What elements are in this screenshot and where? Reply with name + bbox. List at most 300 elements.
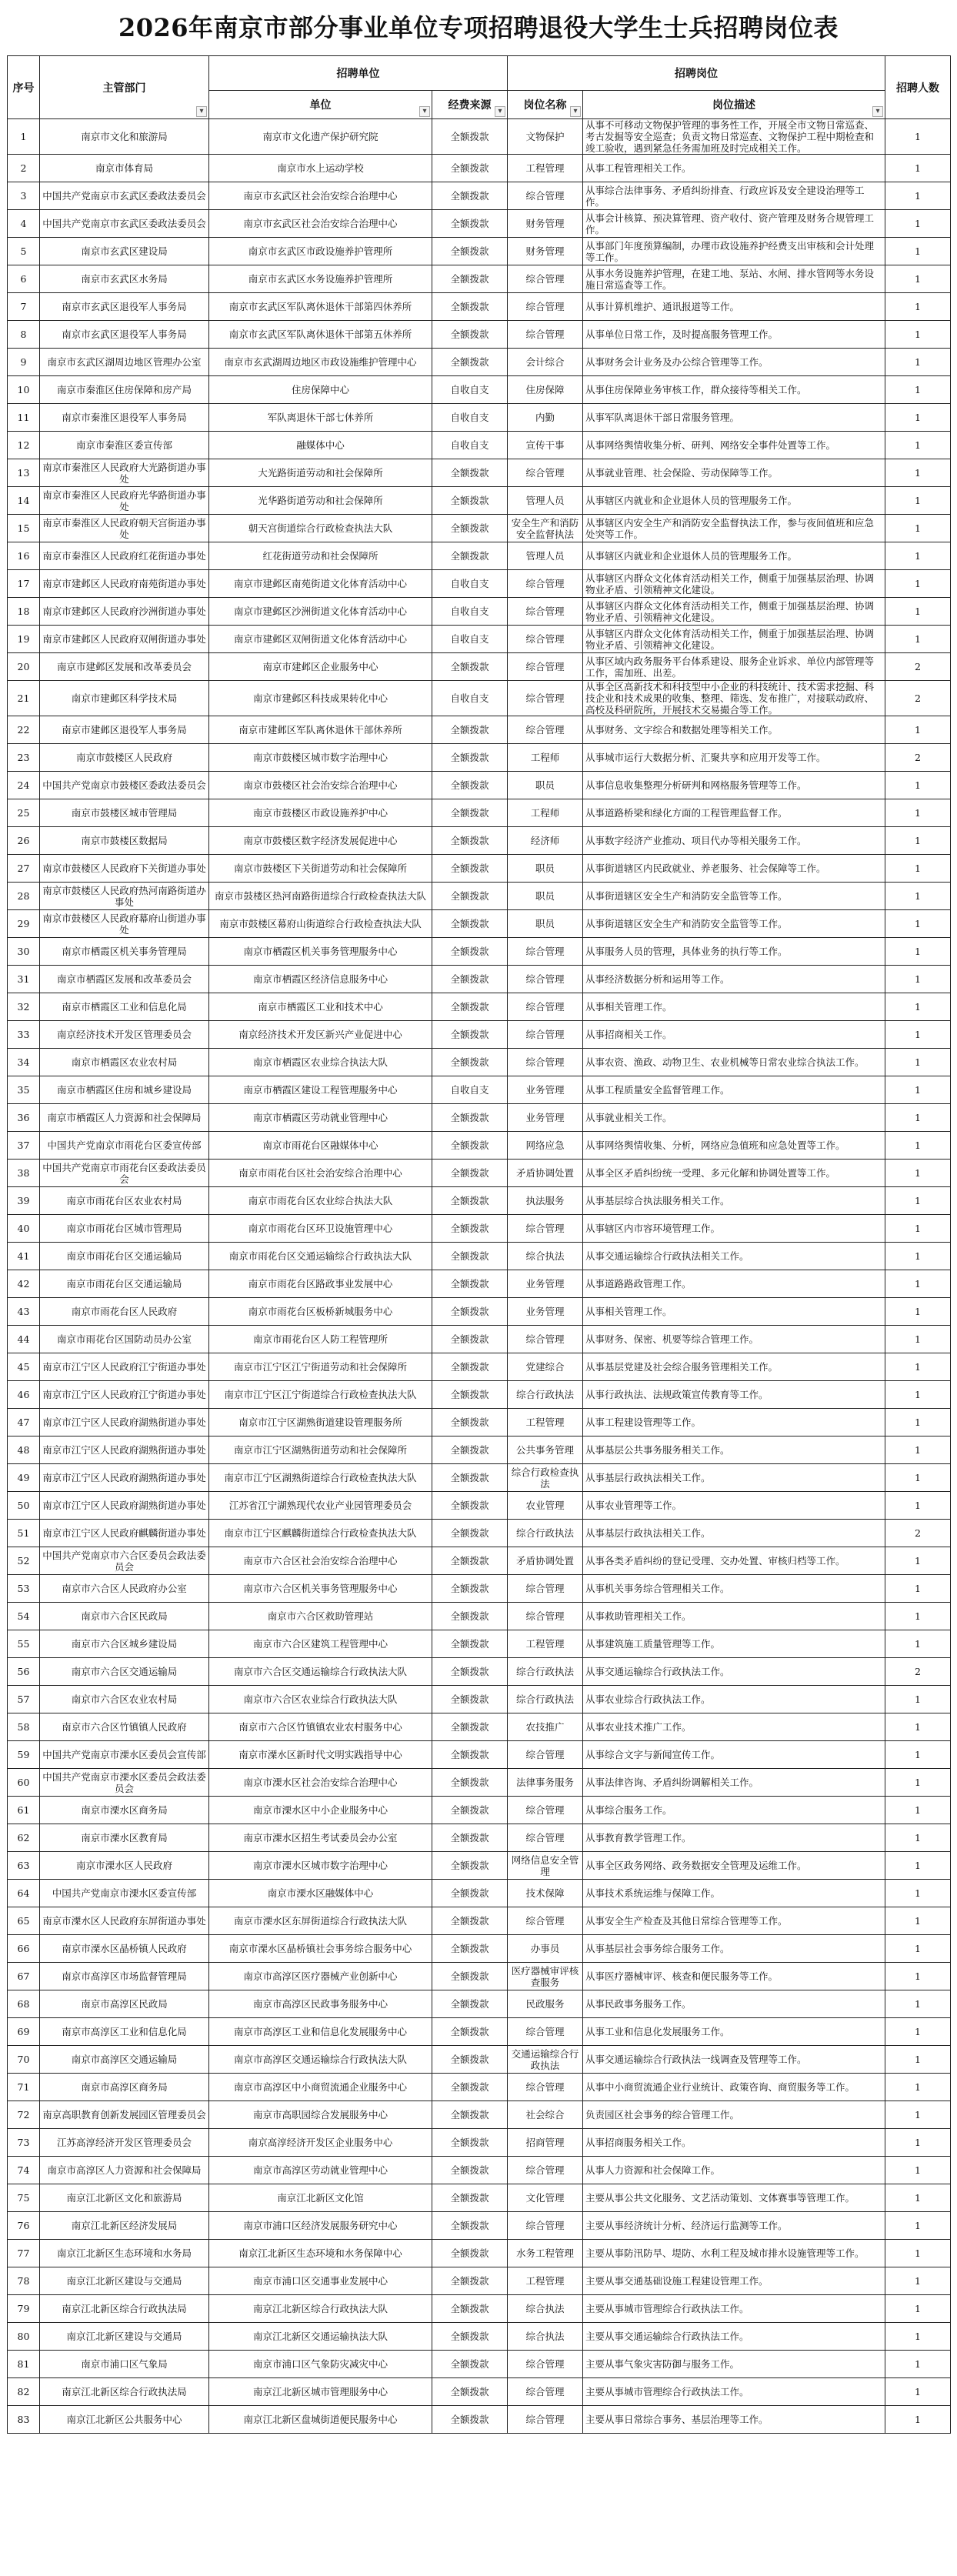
cell-seq[interactable]: 75: [8, 2184, 40, 2212]
cell-funding[interactable]: 全额拨款: [432, 938, 508, 966]
cell-dept[interactable]: 南京市栖霞区人力资源和社会保障局: [40, 1104, 209, 1132]
cell-position[interactable]: 招商管理: [508, 2129, 583, 2157]
cell-description[interactable]: 从事法律咨询、矛盾纠纷调解相关工作。: [583, 1769, 885, 1797]
cell-unit[interactable]: 南京市鼓楼区下关街道劳动和社会保障所: [209, 855, 432, 883]
cell-position[interactable]: 综合行政执法: [508, 1686, 583, 1713]
cell-count[interactable]: 1: [885, 1686, 951, 1713]
cell-seq[interactable]: 66: [8, 1935, 40, 1963]
cell-dept[interactable]: 中国共产党南京市溧水区委宣传部: [40, 1880, 209, 1907]
cell-funding[interactable]: 全额拨款: [432, 2074, 508, 2101]
cell-description[interactable]: 从事就业管理、社会保险、劳动保障等工作。: [583, 459, 885, 487]
cell-description[interactable]: 从事财务、文字综合和数据处理等相关工作。: [583, 716, 885, 744]
cell-dept[interactable]: 南京市六合区竹镇镇人民政府: [40, 1713, 209, 1741]
cell-count[interactable]: 1: [885, 1769, 951, 1797]
cell-count[interactable]: 1: [885, 855, 951, 883]
cell-funding[interactable]: 全额拨款: [432, 827, 508, 855]
cell-seq[interactable]: 47: [8, 1409, 40, 1436]
cell-funding[interactable]: 全额拨款: [432, 1381, 508, 1409]
cell-funding[interactable]: 自收自支: [432, 681, 508, 716]
cell-unit[interactable]: 南京市栖霞区工业和技术中心: [209, 993, 432, 1021]
cell-funding[interactable]: 全额拨款: [432, 542, 508, 570]
cell-funding[interactable]: 全额拨款: [432, 2240, 508, 2267]
cell-description[interactable]: 从事全区矛盾纠纷统一受理、多元化解和协调处置等工作。: [583, 1160, 885, 1187]
cell-unit[interactable]: 南京市浦口区交通事业发展中心: [209, 2267, 432, 2295]
cell-funding[interactable]: 全额拨款: [432, 1824, 508, 1852]
cell-funding[interactable]: 全额拨款: [432, 2157, 508, 2184]
cell-dept[interactable]: 南京市栖霞区住房和城乡建设局: [40, 1076, 209, 1104]
cell-dept[interactable]: 江苏高淳经济开发区管理委员会: [40, 2129, 209, 2157]
cell-funding[interactable]: 全额拨款: [432, 2323, 508, 2351]
cell-seq[interactable]: 36: [8, 1104, 40, 1132]
cell-funding[interactable]: 自收自支: [432, 626, 508, 653]
cell-unit[interactable]: 南京市玄武区军队离休退休干部第四休养所: [209, 293, 432, 321]
cell-dept[interactable]: 南京江北新区综合行政执法局: [40, 2378, 209, 2406]
cell-unit[interactable]: 南京市溧水区新时代文明实践指导中心: [209, 1741, 432, 1769]
cell-unit[interactable]: 南京市六合区机关事务管理服务中心: [209, 1575, 432, 1603]
cell-seq[interactable]: 4: [8, 210, 40, 238]
cell-count[interactable]: 1: [885, 1492, 951, 1520]
cell-dept[interactable]: 南京市建邺区科学技术局: [40, 681, 209, 716]
cell-position[interactable]: 民政服务: [508, 1990, 583, 2018]
cell-funding[interactable]: 全额拨款: [432, 1187, 508, 1215]
cell-unit[interactable]: 南京市建邺区科技成果转化中心: [209, 681, 432, 716]
cell-count[interactable]: 1: [885, 459, 951, 487]
cell-unit[interactable]: 南京江北新区综合行政执法大队: [209, 2295, 432, 2323]
cell-seq[interactable]: 57: [8, 1686, 40, 1713]
cell-dept[interactable]: 南京市六合区农业农村局: [40, 1686, 209, 1713]
cell-count[interactable]: 1: [885, 238, 951, 265]
cell-count[interactable]: 1: [885, 2378, 951, 2406]
cell-funding[interactable]: 全额拨款: [432, 1907, 508, 1935]
cell-description[interactable]: 从事街道辖区安全生产和消防安全监管等工作。: [583, 883, 885, 910]
cell-count[interactable]: 1: [885, 1603, 951, 1630]
cell-seq[interactable]: 23: [8, 744, 40, 772]
cell-unit[interactable]: 南京市栖霞区机关事务管理服务中心: [209, 938, 432, 966]
cell-position[interactable]: 工程师: [508, 744, 583, 772]
cell-description[interactable]: 从事街道辖区内民政就业、养老服务、社会保障等工作。: [583, 855, 885, 883]
cell-count[interactable]: 1: [885, 1381, 951, 1409]
cell-description[interactable]: 从事区域内政务服务平台体系建设、服务企业诉求、单位内部管理等工作，需加班、出差。: [583, 653, 885, 681]
cell-funding[interactable]: 全额拨款: [432, 321, 508, 349]
cell-seq[interactable]: 69: [8, 2018, 40, 2046]
cell-seq[interactable]: 60: [8, 1769, 40, 1797]
cell-position[interactable]: 工程管理: [508, 2267, 583, 2295]
cell-unit[interactable]: 南京市溧水区城市数字治理中心: [209, 1852, 432, 1880]
cell-position[interactable]: 综合管理: [508, 1326, 583, 1353]
cell-count[interactable]: 1: [885, 1353, 951, 1381]
cell-unit[interactable]: 南京高淳经济开发区企业服务中心: [209, 2129, 432, 2157]
cell-dept[interactable]: 中国共产党南京市六合区委员会政法委员会: [40, 1547, 209, 1575]
cell-description[interactable]: 从事水务设施养护管理，在建工地、泵站、水闸、排水管网等水务设施日常巡查等工作。: [583, 265, 885, 293]
cell-funding[interactable]: 全额拨款: [432, 155, 508, 182]
cell-dept[interactable]: 南京市建邺区人民政府沙洲街道办事处: [40, 598, 209, 626]
cell-dept[interactable]: 南京市玄武区水务局: [40, 265, 209, 293]
cell-seq[interactable]: 29: [8, 910, 40, 938]
cell-funding[interactable]: 全额拨款: [432, 2129, 508, 2157]
cell-funding[interactable]: 全额拨款: [432, 1160, 508, 1187]
cell-count[interactable]: 1: [885, 1049, 951, 1076]
cell-count[interactable]: 1: [885, 2323, 951, 2351]
cell-seq[interactable]: 65: [8, 1907, 40, 1935]
cell-funding[interactable]: 全额拨款: [432, 515, 508, 542]
cell-unit[interactable]: 南京市江宁区湖熟街道建设管理服务所: [209, 1409, 432, 1436]
cell-position[interactable]: 综合管理: [508, 1603, 583, 1630]
cell-dept[interactable]: 南京市高淳区交通运输局: [40, 2046, 209, 2074]
header-funding[interactable]: 经费来源 ▾: [432, 91, 508, 119]
cell-funding[interactable]: 自收自支: [432, 598, 508, 626]
cell-dept[interactable]: 南京江北新区生态环境和水务局: [40, 2240, 209, 2267]
cell-seq[interactable]: 9: [8, 349, 40, 376]
cell-position[interactable]: 法律事务服务: [508, 1769, 583, 1797]
cell-position[interactable]: 综合行政执法: [508, 1381, 583, 1409]
cell-funding[interactable]: 全额拨款: [432, 799, 508, 827]
cell-position[interactable]: 综合执法: [508, 1243, 583, 1270]
cell-unit[interactable]: 南京市江宁区麒麟街道综合行政检查执法大队: [209, 1520, 432, 1547]
cell-funding[interactable]: 全额拨款: [432, 1021, 508, 1049]
cell-unit[interactable]: 朝天宫街道综合行政检查执法大队: [209, 515, 432, 542]
cell-count[interactable]: 1: [885, 2295, 951, 2323]
cell-seq[interactable]: 24: [8, 772, 40, 799]
cell-position[interactable]: 综合管理: [508, 1575, 583, 1603]
cell-description[interactable]: 从事基层行政执法相关工作。: [583, 1464, 885, 1492]
cell-description[interactable]: 从事财务、保密、机要等综合管理工作。: [583, 1326, 885, 1353]
cell-description[interactable]: 从事部门年度预算编制，办理市政设施养护经费支出审核和会计处理等工作。: [583, 238, 885, 265]
cell-funding[interactable]: 全额拨款: [432, 1575, 508, 1603]
cell-position[interactable]: 职员: [508, 883, 583, 910]
cell-position[interactable]: 综合管理: [508, 2212, 583, 2240]
cell-unit[interactable]: 军队离退休干部七休养所: [209, 404, 432, 432]
cell-description[interactable]: 从事基层社会事务综合服务工作。: [583, 1935, 885, 1963]
cell-seq[interactable]: 72: [8, 2101, 40, 2129]
cell-funding[interactable]: 全额拨款: [432, 2018, 508, 2046]
cell-count[interactable]: 1: [885, 2101, 951, 2129]
cell-count[interactable]: 1: [885, 2267, 951, 2295]
cell-seq[interactable]: 53: [8, 1575, 40, 1603]
cell-unit[interactable]: 南京市鼓楼区热河南路街道综合行政检查执法大队: [209, 883, 432, 910]
cell-dept[interactable]: 南京市建邺区发展和改革委员会: [40, 653, 209, 681]
cell-seq[interactable]: 37: [8, 1132, 40, 1160]
cell-dept[interactable]: 南京市溧水区商务局: [40, 1797, 209, 1824]
cell-seq[interactable]: 11: [8, 404, 40, 432]
cell-dept[interactable]: 南京市高淳区工业和信息化局: [40, 2018, 209, 2046]
cell-description[interactable]: 从事住房保障业务审核工作，群众接待等相关工作。: [583, 376, 885, 404]
cell-unit[interactable]: 南京市建邺区南苑街道文化体育活动中心: [209, 570, 432, 598]
cell-count[interactable]: 2: [885, 1520, 951, 1547]
cell-description[interactable]: 从事技术系统运维与保障工作。: [583, 1880, 885, 1907]
cell-dept[interactable]: 南京江北新区综合行政执法局: [40, 2295, 209, 2323]
cell-funding[interactable]: 全额拨款: [432, 1547, 508, 1575]
cell-count[interactable]: 1: [885, 1713, 951, 1741]
cell-position[interactable]: 网络应急: [508, 1132, 583, 1160]
cell-count[interactable]: 1: [885, 155, 951, 182]
cell-description[interactable]: 从事民政事务服务工作。: [583, 1990, 885, 2018]
cell-count[interactable]: 1: [885, 1298, 951, 1326]
cell-seq[interactable]: 68: [8, 1990, 40, 2018]
cell-position[interactable]: 综合管理: [508, 2157, 583, 2184]
cell-unit[interactable]: 江苏省江宁湖熟现代农业产业园管理委员会: [209, 1492, 432, 1520]
cell-position[interactable]: 综合管理: [508, 1824, 583, 1852]
cell-seq[interactable]: 41: [8, 1243, 40, 1270]
cell-description[interactable]: 从事救助管理相关工作。: [583, 1603, 885, 1630]
cell-dept[interactable]: 南京市秦淮区委宣传部: [40, 432, 209, 459]
cell-dept[interactable]: 南京市秦淮区人民政府朝天宫街道办事处: [40, 515, 209, 542]
cell-position[interactable]: 农业管理: [508, 1492, 583, 1520]
cell-seq[interactable]: 32: [8, 993, 40, 1021]
cell-seq[interactable]: 79: [8, 2295, 40, 2323]
cell-funding[interactable]: 全额拨款: [432, 910, 508, 938]
cell-dept[interactable]: 南京市溧水区人民政府: [40, 1852, 209, 1880]
cell-position[interactable]: 职员: [508, 772, 583, 799]
cell-funding[interactable]: 全额拨款: [432, 716, 508, 744]
cell-position[interactable]: 宣传干事: [508, 432, 583, 459]
cell-description[interactable]: 从事相关管理工作。: [583, 1298, 885, 1326]
cell-count[interactable]: 1: [885, 1630, 951, 1658]
cell-seq[interactable]: 12: [8, 432, 40, 459]
cell-unit[interactable]: 南京市雨花台区板桥新城服务中心: [209, 1298, 432, 1326]
cell-seq[interactable]: 81: [8, 2351, 40, 2378]
cell-seq[interactable]: 52: [8, 1547, 40, 1575]
cell-dept[interactable]: 南京市玄武区退役军人事务局: [40, 321, 209, 349]
cell-position[interactable]: 综合管理: [508, 1021, 583, 1049]
cell-seq[interactable]: 16: [8, 542, 40, 570]
cell-seq[interactable]: 70: [8, 2046, 40, 2074]
cell-seq[interactable]: 56: [8, 1658, 40, 1686]
cell-seq[interactable]: 35: [8, 1076, 40, 1104]
cell-dept[interactable]: 南京江北新区建设与交通局: [40, 2267, 209, 2295]
cell-dept[interactable]: 南京市栖霞区机关事务管理局: [40, 938, 209, 966]
cell-dept[interactable]: 南京市溧水区晶桥镇人民政府: [40, 1935, 209, 1963]
cell-description[interactable]: 从事辖区内群众文化体育活动相关工作，侧重于加强基层治理、协调物业矛盾、引领精神文化建设。: [583, 598, 885, 626]
cell-description[interactable]: 从事教育教学管理工作。: [583, 1824, 885, 1852]
cell-position[interactable]: 综合管理: [508, 716, 583, 744]
cell-position[interactable]: 综合管理: [508, 321, 583, 349]
cell-count[interactable]: 1: [885, 2157, 951, 2184]
cell-description[interactable]: 从事农业技术推广工作。: [583, 1713, 885, 1741]
cell-position[interactable]: 综合管理: [508, 1049, 583, 1076]
cell-count[interactable]: 1: [885, 1880, 951, 1907]
cell-description[interactable]: 从事招商服务相关工作。: [583, 2129, 885, 2157]
cell-description[interactable]: 从事军队离退休干部日常服务管理。: [583, 404, 885, 432]
cell-funding[interactable]: 全额拨款: [432, 1686, 508, 1713]
cell-description[interactable]: 主要从事交通运输综合行政执法工作。: [583, 2323, 885, 2351]
cell-unit[interactable]: 南京市建邺区军队离休退休干部休养所: [209, 716, 432, 744]
cell-count[interactable]: 1: [885, 515, 951, 542]
cell-seq[interactable]: 40: [8, 1215, 40, 1243]
cell-dept[interactable]: 南京市江宁区人民政府江宁街道办事处: [40, 1353, 209, 1381]
cell-position[interactable]: 文化管理: [508, 2184, 583, 2212]
cell-unit[interactable]: 南京市玄武区市政设施养护管理所: [209, 238, 432, 265]
cell-funding[interactable]: 全额拨款: [432, 1630, 508, 1658]
cell-funding[interactable]: 全额拨款: [432, 1603, 508, 1630]
cell-funding[interactable]: 全额拨款: [432, 1298, 508, 1326]
cell-funding[interactable]: 全额拨款: [432, 210, 508, 238]
cell-funding[interactable]: 全额拨款: [432, 1270, 508, 1298]
cell-description[interactable]: 从事辖区内市容环境管理工作。: [583, 1215, 885, 1243]
header-dept[interactable]: 主管部门 ▾: [40, 56, 209, 119]
cell-unit[interactable]: 南京市江宁区江宁街道劳动和社会保障所: [209, 1353, 432, 1381]
cell-position[interactable]: 社会综合: [508, 2101, 583, 2129]
cell-funding[interactable]: 全额拨款: [432, 487, 508, 515]
cell-funding[interactable]: 全额拨款: [432, 349, 508, 376]
cell-seq[interactable]: 51: [8, 1520, 40, 1547]
cell-position[interactable]: 综合管理: [508, 1797, 583, 1824]
cell-description[interactable]: 从事道路桥梁和绿化方面的工程管理监督工作。: [583, 799, 885, 827]
cell-count[interactable]: 1: [885, 2351, 951, 2378]
cell-dept[interactable]: 南京市雨花台区交通运输局: [40, 1270, 209, 1298]
cell-funding[interactable]: 全额拨款: [432, 2406, 508, 2434]
cell-seq[interactable]: 3: [8, 182, 40, 210]
cell-count[interactable]: 1: [885, 883, 951, 910]
cell-count[interactable]: 1: [885, 2129, 951, 2157]
cell-funding[interactable]: 全额拨款: [432, 265, 508, 293]
cell-seq[interactable]: 71: [8, 2074, 40, 2101]
cell-position[interactable]: 水务工程管理: [508, 2240, 583, 2267]
cell-dept[interactable]: 南京市六合区人民政府办公室: [40, 1575, 209, 1603]
cell-funding[interactable]: 全额拨款: [432, 1520, 508, 1547]
cell-position[interactable]: 执法服务: [508, 1187, 583, 1215]
cell-unit[interactable]: 南京市雨花台区社会治安综合治理中心: [209, 1160, 432, 1187]
cell-description[interactable]: 从事工程质量安全监督管理工作。: [583, 1076, 885, 1104]
cell-description[interactable]: 主要从事防汛防旱、堤防、水利工程及城市排水设施管理等工作。: [583, 2240, 885, 2267]
cell-unit[interactable]: 南京经济技术开发区新兴产业促进中心: [209, 1021, 432, 1049]
cell-count[interactable]: 1: [885, 626, 951, 653]
cell-description[interactable]: 从事网络舆情收集分析、研判、网络安全事件处置等工作。: [583, 432, 885, 459]
cell-position[interactable]: 办事员: [508, 1935, 583, 1963]
cell-position[interactable]: 综合执法: [508, 2295, 583, 2323]
cell-count[interactable]: 1: [885, 2046, 951, 2074]
cell-seq[interactable]: 62: [8, 1824, 40, 1852]
cell-description[interactable]: 从事工程建设管理等工作。: [583, 1409, 885, 1436]
cell-position[interactable]: 综合行政执法: [508, 1658, 583, 1686]
cell-funding[interactable]: 全额拨款: [432, 1215, 508, 1243]
cell-unit[interactable]: 住房保障中心: [209, 376, 432, 404]
cell-dept[interactable]: 南京市溧水区人民政府东屏街道办事处: [40, 1907, 209, 1935]
cell-unit[interactable]: 南京市浦口区经济发展服务研究中心: [209, 2212, 432, 2240]
cell-description[interactable]: 从事基层党建及社会综合服务管理相关工作。: [583, 1353, 885, 1381]
cell-seq[interactable]: 33: [8, 1021, 40, 1049]
cell-description[interactable]: 主要从事公共文化服务、文艺活动策划、文体赛事等管理工作。: [583, 2184, 885, 2212]
cell-unit[interactable]: 南京江北新区盘城街道便民服务中心: [209, 2406, 432, 2434]
cell-description[interactable]: 从事全区政务网络、政务数据安全管理及运维工作。: [583, 1852, 885, 1880]
cell-count[interactable]: 1: [885, 432, 951, 459]
cell-unit[interactable]: 南京市高淳区交通运输综合行政执法大队: [209, 2046, 432, 2074]
cell-count[interactable]: 1: [885, 993, 951, 1021]
cell-position[interactable]: 职员: [508, 855, 583, 883]
cell-dept[interactable]: 中国共产党南京市鼓楼区委政法委员会: [40, 772, 209, 799]
cell-seq[interactable]: 83: [8, 2406, 40, 2434]
cell-position[interactable]: 管理人员: [508, 487, 583, 515]
cell-seq[interactable]: 8: [8, 321, 40, 349]
cell-count[interactable]: 1: [885, 349, 951, 376]
cell-description[interactable]: 从事服务人员的管理，具体业务的执行等工作。: [583, 938, 885, 966]
cell-dept[interactable]: 南京市秦淮区住房保障和房产局: [40, 376, 209, 404]
cell-unit[interactable]: 南京市鼓楼区城市数字治理中心: [209, 744, 432, 772]
cell-unit[interactable]: 南京市六合区农业综合行政执法大队: [209, 1686, 432, 1713]
cell-funding[interactable]: 全额拨款: [432, 1492, 508, 1520]
cell-description[interactable]: 负责园区社会事务的综合管理工作。: [583, 2101, 885, 2129]
cell-description[interactable]: 从事辖区内群众文化体育活动相关工作，侧重于加强基层治理、协调物业矛盾、引领精神文化建设。: [583, 626, 885, 653]
cell-description[interactable]: 主要从事城市管理综合行政执法工作。: [583, 2295, 885, 2323]
cell-description[interactable]: 从事建筑施工质量管理等工作。: [583, 1630, 885, 1658]
cell-position[interactable]: 综合管理: [508, 2018, 583, 2046]
cell-dept[interactable]: 南京市江宁区人民政府湖熟街道办事处: [40, 1492, 209, 1520]
cell-position[interactable]: 经济师: [508, 827, 583, 855]
cell-seq[interactable]: 61: [8, 1797, 40, 1824]
cell-funding[interactable]: 全额拨款: [432, 883, 508, 910]
cell-position[interactable]: 业务管理: [508, 1270, 583, 1298]
cell-seq[interactable]: 13: [8, 459, 40, 487]
cell-count[interactable]: 2: [885, 1658, 951, 1686]
cell-unit[interactable]: 南京市玄武区社会治安综合治理中心: [209, 182, 432, 210]
cell-position[interactable]: 综合管理: [508, 293, 583, 321]
cell-seq[interactable]: 48: [8, 1436, 40, 1464]
cell-dept[interactable]: 南京江北新区文化和旅游局: [40, 2184, 209, 2212]
cell-description[interactable]: 从事各类矛盾纠纷的登记受理、交办处置、审核归档等工作。: [583, 1547, 885, 1575]
cell-unit[interactable]: 光华路街道劳动和社会保障所: [209, 487, 432, 515]
cell-count[interactable]: 1: [885, 716, 951, 744]
cell-description[interactable]: 从事综合服务工作。: [583, 1797, 885, 1824]
cell-position[interactable]: 综合管理: [508, 570, 583, 598]
cell-seq[interactable]: 76: [8, 2212, 40, 2240]
cell-funding[interactable]: 全额拨款: [432, 1049, 508, 1076]
cell-count[interactable]: 1: [885, 1741, 951, 1769]
cell-unit[interactable]: 南京市栖霞区农业综合执法大队: [209, 1049, 432, 1076]
cell-funding[interactable]: 全额拨款: [432, 855, 508, 883]
cell-funding[interactable]: 全额拨款: [432, 1436, 508, 1464]
cell-seq[interactable]: 22: [8, 716, 40, 744]
cell-dept[interactable]: 南京市浦口区气象局: [40, 2351, 209, 2378]
cell-unit[interactable]: 南京市雨花台区农业综合执法大队: [209, 1187, 432, 1215]
cell-description[interactable]: 从事机关事务综合管理相关工作。: [583, 1575, 885, 1603]
cell-seq[interactable]: 31: [8, 966, 40, 993]
cell-count[interactable]: 1: [885, 1326, 951, 1353]
cell-dept[interactable]: 南京市建邺区人民政府双闸街道办事处: [40, 626, 209, 653]
cell-funding[interactable]: 全额拨款: [432, 653, 508, 681]
cell-unit[interactable]: 南京市高淳区民政事务服务中心: [209, 1990, 432, 2018]
cell-count[interactable]: 1: [885, 1409, 951, 1436]
cell-seq[interactable]: 45: [8, 1353, 40, 1381]
cell-dept[interactable]: 南京市六合区城乡建设局: [40, 1630, 209, 1658]
cell-position[interactable]: 住房保障: [508, 376, 583, 404]
cell-position[interactable]: 综合管理: [508, 681, 583, 716]
cell-seq[interactable]: 50: [8, 1492, 40, 1520]
cell-dept[interactable]: 中国共产党南京市雨花台区委政法委员会: [40, 1160, 209, 1187]
cell-dept[interactable]: 南京市高淳区市场监督管理局: [40, 1963, 209, 1990]
cell-unit[interactable]: 南京市雨花台区融媒体中心: [209, 1132, 432, 1160]
cell-count[interactable]: 1: [885, 265, 951, 293]
cell-dept[interactable]: 南京市江宁区人民政府湖熟街道办事处: [40, 1409, 209, 1436]
cell-unit[interactable]: 南京市鼓楼区数字经济发展促进中心: [209, 827, 432, 855]
cell-count[interactable]: 1: [885, 2018, 951, 2046]
cell-funding[interactable]: 全额拨款: [432, 2351, 508, 2378]
cell-description[interactable]: 从事信息收集整理分析研判和网格服务管理等工作。: [583, 772, 885, 799]
cell-dept[interactable]: 南京市六合区民政局: [40, 1603, 209, 1630]
cell-description[interactable]: 从事综合文字与新闻宣传工作。: [583, 1741, 885, 1769]
cell-position[interactable]: 工程管理: [508, 155, 583, 182]
cell-position[interactable]: 综合管理: [508, 626, 583, 653]
cell-funding[interactable]: 全额拨款: [432, 2212, 508, 2240]
cell-position[interactable]: 管理人员: [508, 542, 583, 570]
cell-description[interactable]: 从事经济数据分析和运用等工作。: [583, 966, 885, 993]
cell-count[interactable]: 1: [885, 966, 951, 993]
cell-count[interactable]: 1: [885, 2074, 951, 2101]
cell-funding[interactable]: 全额拨款: [432, 459, 508, 487]
cell-description[interactable]: 从事街道辖区安全生产和消防安全监管等工作。: [583, 910, 885, 938]
cell-count[interactable]: 1: [885, 1076, 951, 1104]
cell-count[interactable]: 1: [885, 910, 951, 938]
cell-description[interactable]: 主要从事日常综合事务、基层治理等工作。: [583, 2406, 885, 2434]
cell-count[interactable]: 1: [885, 598, 951, 626]
